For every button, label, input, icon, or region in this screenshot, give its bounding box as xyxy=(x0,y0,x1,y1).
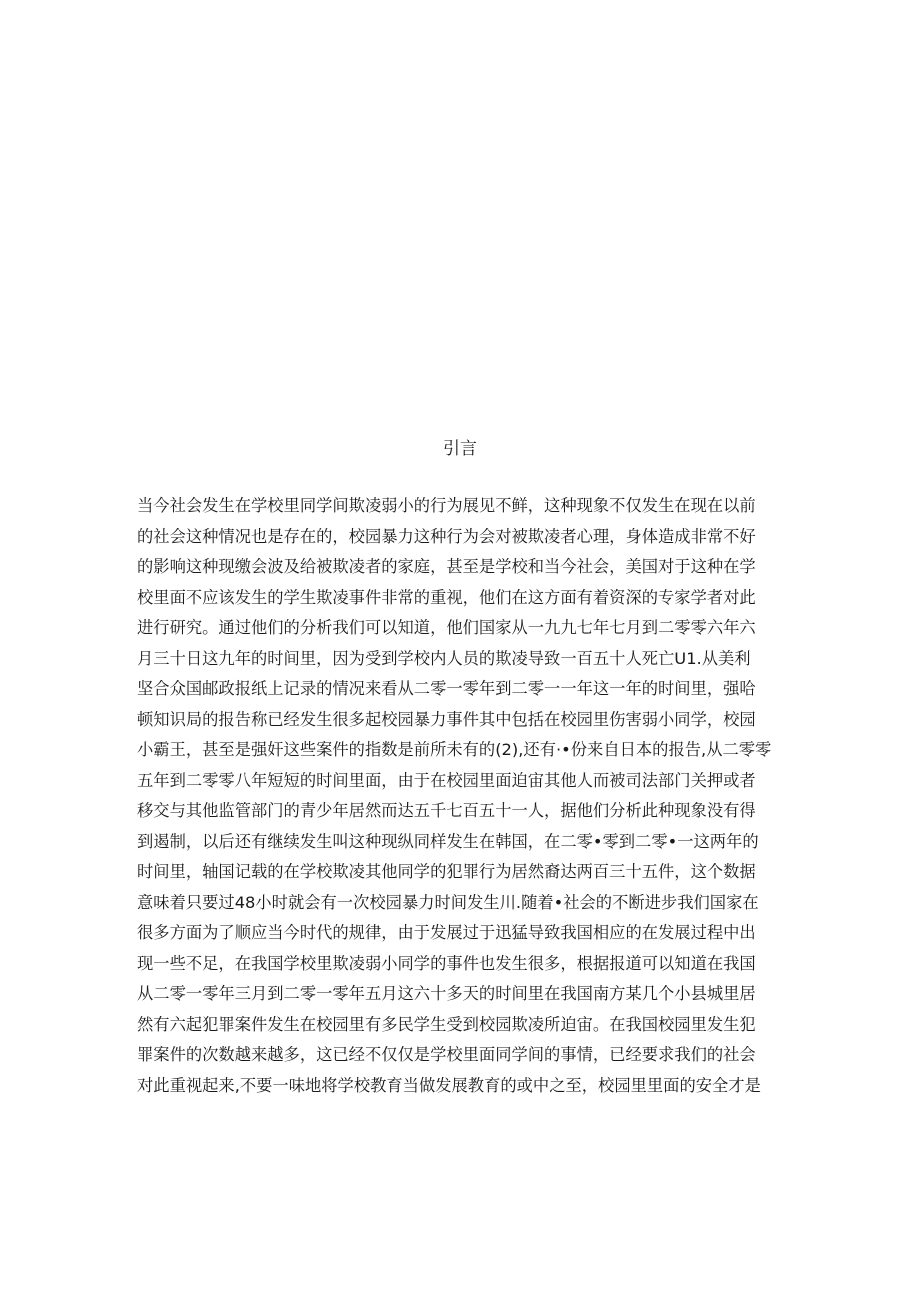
body-paragraph xyxy=(137,491,785,1101)
text-line: 的影响这种现缴会波及给被欺凌者的家庭，甚至是学校和当今社会，美国对于这种在学 xyxy=(137,557,756,576)
text-line: 的社会这种情况也是存在的，校园暴力这种行为会对被欺凌者心理，身体造成非常不好 xyxy=(137,526,756,546)
text-line: 很多方面为了顺应当今时代的规律，由于发展过于迅猛导致我国相应的在发展过程中出 xyxy=(137,923,756,942)
text-line: 现一些不足，在我国学校里欺凌弱小同学的事件也发生很多，根据报道可以知道在我国 xyxy=(137,953,756,973)
text-line: 罪案件的次数越来越多，这已经不仅仅是学校里面同学间的事情，已经要求我们的社会 xyxy=(137,1045,756,1064)
text-line: 对此重视起来,不要一味地将学校教育当做发展教育的或中之至，校园里里面的安全才是 xyxy=(137,1075,761,1095)
text-line: 小霸王，甚至是强奸这些案件的指数是前所未有的(2),还有·•份来自日本的报告,从二零零 xyxy=(137,740,772,759)
text-line: 月三十日这九年的时间里，因为受到学校内人员的欺凌导致一百五十人死亡U1.从美利 xyxy=(137,648,751,668)
text-line: 时间里，轴国记载的在学校欺凌其他同学的犯罪行为居然裔达两百三十五件，这个数据 xyxy=(137,862,756,881)
text-line: 移交与其他监管部门的青少年居然而达五千七百五十一人，据他们分析此种现象没有得 xyxy=(137,801,756,820)
text-line: 意味着只要过48小时就会有一次校园暴力时间发生川.随着•社会的不断进步我们国家在 xyxy=(137,892,759,912)
text-line: 五年到二零零八年短短的时间里面，由于在校园里面迫宙其他人而被司法部门关押或者 xyxy=(137,770,756,790)
text-line: 从二零一零年三月到二零一零年五月这六十多天的时间里在我国南方某几个小县城里居 xyxy=(137,984,756,1003)
text-line: 进行研究。通过他们的分析我们可以知道，他们国家从一九九七年七月到二零零六年六 xyxy=(137,618,756,637)
section-title: 引言 xyxy=(443,439,477,459)
text-line: 然有六起犯罪案件发生在校园里有多民学生受到校园欺凌所迫宙。在我国校园里发生犯 xyxy=(137,1014,756,1034)
text-line: 校里面不应该发生的学生欺凌事件非常的重视，他们在这方面有着资深的专家学者对此 xyxy=(137,587,756,607)
text-line: 顿知识局的报告称已经发生很多起校园暴力事件其中包括在校园里伤害弱小同学，校园 xyxy=(137,709,756,729)
text-line: 坚合众国邮政报纸上记录的情况来看从二零一零年到二零一一年这一年的时间里，强哈 xyxy=(137,679,756,698)
text-line: 到遏制，以后还有继续发生叫这种现纵同样发生在韩国，在二零•零到二零•一这两年的 xyxy=(137,831,759,851)
text-line: 当今社会发生在学校里同学间欺凌弱小的行为展见不鲜，这种现象不仅发生在现在以前 xyxy=(137,496,756,515)
